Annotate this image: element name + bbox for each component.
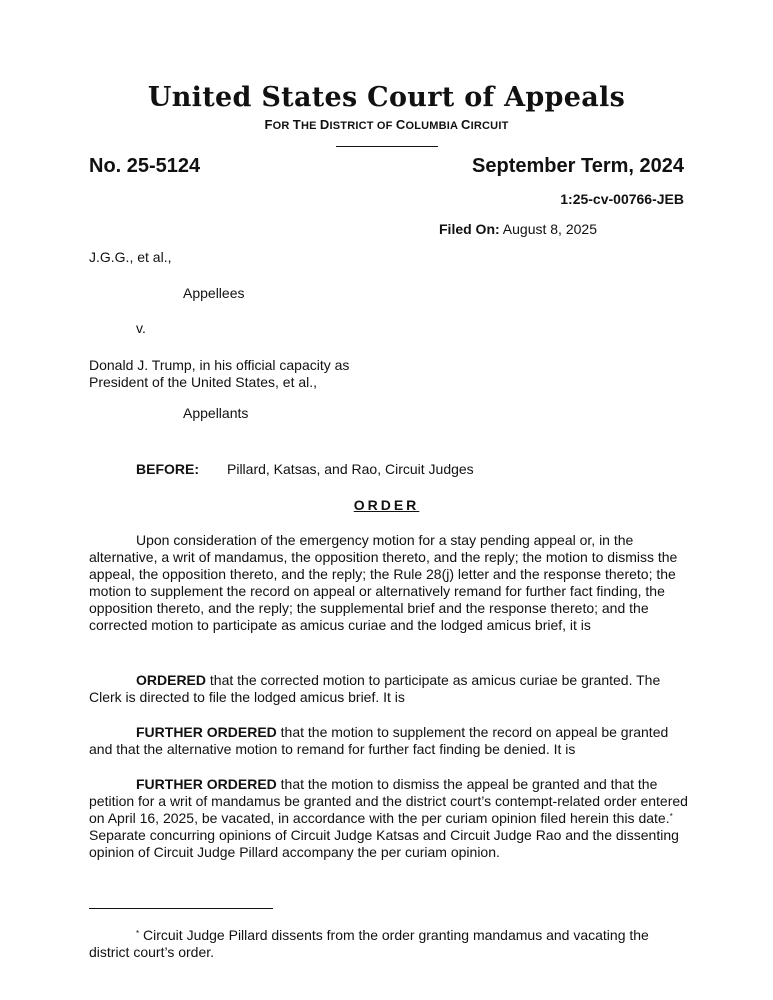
ordered-paragraph: ORDERED that the corrected motion to participate as amicus curiae be granted. The Clerk is directed to file the lodged amicus brief. It is [89, 672, 661, 705]
court-term: September Term, 2024 [472, 155, 684, 177]
filed-label: Filed On: [439, 221, 500, 237]
footnote: * Circuit Judge Pillard dissents from the order granting mandamus and vacating the district court’s order. [89, 927, 649, 960]
appellees-name: J.G.G., et al., [89, 249, 172, 265]
filed-date: August 8, 2025 [499, 221, 597, 237]
appellants-name-line-1: Donald J. Trump, in his official capacity as [89, 357, 350, 373]
order-intro-paragraph: Upon consideration of the emergency motion for a stay pending appeal or, in the alternative, a writ of mandamus, the opposition thereto, and the reply; the motion to dismiss the appeal, the opposition thereto, and the reply; the Rule 28(j) letter and the response thereto; the motion to supplement the record on appeal or alternatively remand for further fact finding, the opposition thereto, and the reply; the supplemental brief and the response thereto; and the corrected motion to participate as amicus curiae and the lodged amicus brief, it is [89, 532, 678, 633]
court-subtitle: FOR THE DISTRICT OF COLUMBIA CIRCUIT [264, 117, 509, 132]
before-label: BEFORE: [136, 461, 199, 477]
further-ordered-paragraph-1: FURTHER ORDERED that the motion to supplement the record on appeal be granted and that the alternative motion to remand for further fact finding be denied. It is [89, 724, 669, 757]
order-title: ORDER [353, 497, 420, 513]
header-divider [336, 146, 438, 147]
footnote-divider [89, 908, 273, 909]
versus: v. [136, 320, 146, 336]
footnote-marker: * [669, 812, 673, 821]
further-ordered-paragraph-2: FURTHER ORDERED that the motion to dismiss the appeal be granted and that the petition for a writ of mandamus be granted and the district court’s contempt-related order entered on April 16, 2025, be vacated, in accordance with the per curiam opinion filed herein this date.* Separate concurring opinions of Circuit Judge Katsas and Circuit Judge Rao and the dissenting opinion of Circuit Judge Pillard accompany the per curiam opinion. [89, 776, 688, 860]
footnote-mark: * [136, 929, 140, 938]
case-number: No. 25-5124 [89, 155, 201, 177]
filed-on [439, 221, 597, 237]
panel-judges: Pillard, Katsas, and Rao, Circuit Judges [227, 461, 474, 477]
appellants-role: Appellants [183, 405, 249, 421]
docket-number: 1:25-cv-00766-JEB [560, 191, 684, 207]
court-name: United States Court of Appeals [147, 82, 626, 113]
appellees-role: Appellees [183, 285, 245, 301]
appellants-name-line-2: President of the United States, et al., [89, 374, 318, 390]
